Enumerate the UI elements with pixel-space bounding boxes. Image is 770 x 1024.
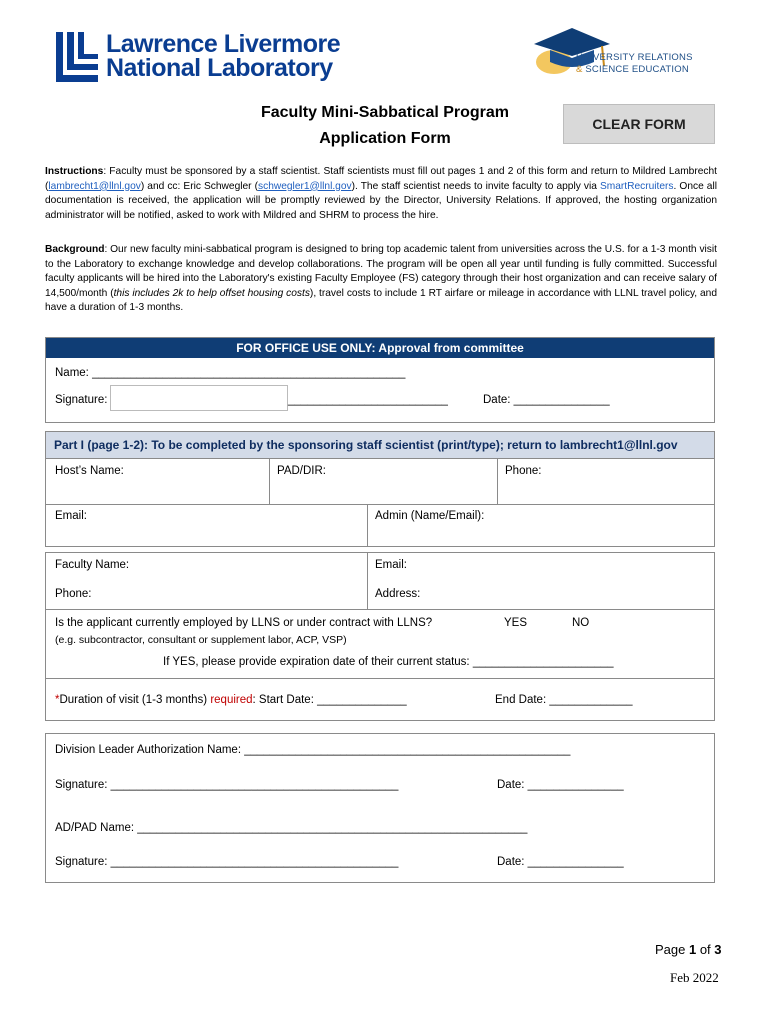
email-link-lambrecht[interactable]: lambrecht1@llnl.gov — [48, 180, 141, 192]
org-name: Lawrence Livermore National Laboratory — [106, 30, 341, 82]
page-number: Page 1 of 3 — [655, 942, 722, 957]
office-signature-line: _________________________ — [288, 394, 448, 406]
office-signature-label: Signature: — [55, 394, 108, 406]
llnl-logo-mark-icon — [56, 32, 98, 82]
no-option[interactable]: NO — [572, 617, 590, 629]
duration-field[interactable]: *Duration of visit (1-3 months) required: Start Date: ______________ — [55, 694, 407, 706]
division-date-field[interactable]: Date: _______________ — [497, 779, 624, 791]
end-date-field[interactable]: End Date: _____________ — [495, 694, 633, 706]
yes-option[interactable]: YES — [504, 617, 528, 629]
host-name-field[interactable]: Host’s Name: — [55, 465, 124, 477]
ure-logo — [532, 22, 712, 92]
host-phone-field[interactable]: Phone: — [505, 465, 542, 477]
faculty-phone-field[interactable]: Phone: — [55, 588, 92, 600]
office-use-section — [45, 337, 715, 423]
authorization-section — [45, 733, 715, 883]
form-title: Faculty Mini-Sabbatical Program Application Form — [260, 104, 510, 147]
admin-field[interactable]: Admin (Name/Email): — [375, 510, 485, 522]
office-use-header: FOR OFFICE USE ONLY: Approval from committee — [46, 338, 714, 358]
office-name-field[interactable]: Name: _________________________________________________ — [55, 367, 406, 379]
ure-text: UNIVERSITY RELATIONS & SCIENCE EDUCATION — [576, 52, 693, 75]
ad-pad-signature-field[interactable]: Signature: _____________________________________________ — [55, 856, 399, 868]
llns-question: Is the applicant currently employed by LLNS or under contract with LLNS? — [55, 617, 433, 629]
faculty-name-field[interactable]: Faculty Name: — [55, 559, 130, 571]
llns-example: (e.g. subcontractor, consultant or supplement labor, ACP, VSP) — [55, 634, 347, 646]
part1-section — [45, 431, 715, 547]
instructions-paragraph: Instructions: Faculty must be sponsored by a staff scientist. Staff scientists must fill out pages 1 and 2 of this form and return to Mildred Lambrecht (lambrecht1@llnl.gov) and cc: Eric Schwegler (schwegler1@llnl.gov). The staff scientist needs to invite faculty to apply via SmartRecruiters. Once all documentation is received, the application will be promptly reviewed by the Director, University Relations. If approved, the hosting organization administrator will be notified, asked to work with Mildred and SHRM to process the hire. — [45, 166, 717, 221]
faculty-email-field[interactable]: Email: — [375, 559, 407, 571]
background-paragraph: Background: Our new faculty mini-sabbatical program is designed to bring top academic talent from universities across the U.S. for a 1-3 month visit to the Laboratory to exchange knowledge and develop collaborations. The program will be open all year until funding is fully committed. Successful faculty applicants will be hired into the Laboratory's existing Faculty Employee (FS) category through their host organization and can receive salary of 14,500/month (this includes 2k to help offset housing costs), travel costs to include 1 RT airfare or mileage in accordance with LLNL travel policy, and have a duration of 1-3 months. — [45, 244, 717, 314]
host-email-field[interactable]: Email: — [55, 510, 87, 522]
part1-header: Part I (page 1-2): To be completed by the sponsoring staff scientist (print/type); return to lambrecht1@llnl.gov — [46, 432, 714, 459]
faculty-section — [45, 552, 715, 721]
ad-pad-date-field[interactable]: Date: _______________ — [497, 856, 624, 868]
smartrecruiters-link[interactable]: SmartRecruiters — [599, 180, 674, 192]
pad-dir-field[interactable]: PAD/DIR: — [277, 465, 326, 477]
llnl-logo — [56, 30, 356, 90]
expiration-date-field[interactable]: If YES, please provide expiration date of their current status: ______________________ — [163, 656, 614, 668]
clear-form-button[interactable]: CLEAR FORM — [563, 104, 715, 144]
email-link-schwegler[interactable]: schwegler1@llnl.gov — [258, 180, 352, 192]
office-date-field[interactable]: Date: _______________ — [483, 394, 610, 406]
office-signature-input[interactable] — [110, 385, 288, 411]
division-signature-field[interactable]: Signature: _____________________________________________ — [55, 779, 399, 791]
division-leader-field[interactable]: Division Leader Authorization Name: ___________________________________________________ — [55, 744, 571, 756]
footer-date: Feb 2022 — [670, 970, 719, 985]
ad-pad-name-field[interactable]: AD/PAD Name: _____________________________________________________________ — [55, 822, 528, 834]
faculty-address-field[interactable]: Address: — [375, 588, 421, 600]
